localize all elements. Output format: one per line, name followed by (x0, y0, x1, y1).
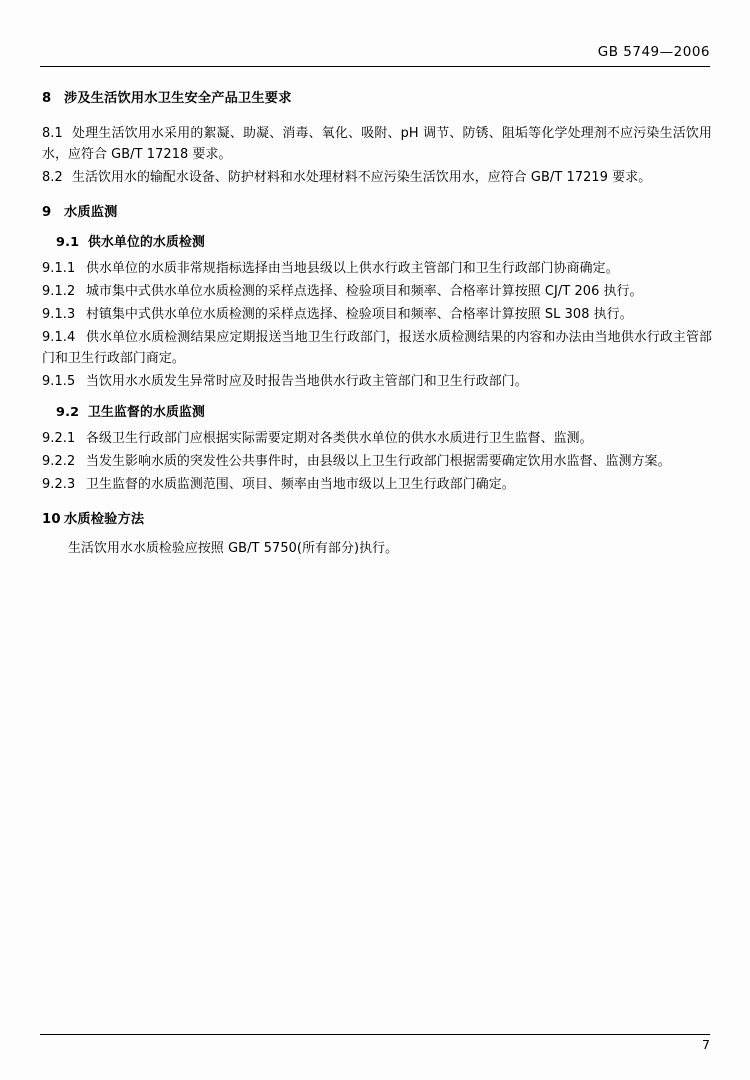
section-title-10: 水质检验方法 (64, 512, 145, 528)
clause-number-9-1-2: 9.1.2 (42, 284, 76, 300)
section-number-9: 9 (42, 204, 52, 220)
clause-text-9-2-1: 各级卫生行政部门应根据实际需要定期对各类供水单位的供水水质进行卫生监督、监测。 (86, 431, 593, 447)
clause-9-1-1 (42, 259, 712, 280)
clause-9-1-4 (42, 328, 712, 370)
clause-text-9-1-3: 村镇集中式供水单位水质检测的采样点选择、检验项目和频率、合格率计算按照 SL 308 执行。 (86, 307, 633, 323)
clause-text-9-1-4: 供水单位水质检测结果应定期报送当地卫生行政部门，报送水质检测结果的内容和办法由当地供水行政主管部门和卫生行政部门商定。 (42, 330, 712, 367)
clause-9-2-1 (42, 429, 712, 450)
clause-number-9-1-5: 9.1.5 (42, 373, 76, 389)
clause-number-9-1-1: 9.1.1 (42, 261, 76, 277)
section-number-10: 10 (42, 512, 61, 528)
clause-number-9-2-1: 9.2.1 (42, 431, 76, 447)
subsection-number-9-2: 9.2 (56, 404, 80, 420)
section-heading-8 (42, 88, 712, 109)
document-body (42, 88, 712, 562)
clause-text-9-2-3: 卫生监督的水质监测范围、项目、频率由当地市级以上卫生行政部门确定。 (86, 477, 515, 493)
header-divider (40, 66, 710, 67)
page-header (40, 44, 710, 66)
clause-9-2-3 (42, 475, 712, 496)
section-title-9: 水质监测 (64, 204, 118, 220)
clause-text-8-1: 处理生活饮用水采用的絮凝、助凝、消毒、氧化、吸附、pH 调节、防锈、阻垢等化学处理剂不应污染生活饮用水，应符合 GB/T 17218 要求。 (42, 126, 712, 163)
section-number-8: 8 (42, 91, 52, 106)
clause-9-1-3 (42, 305, 712, 326)
page-number: 7 (702, 1037, 710, 1052)
clause-8-1 (42, 124, 712, 166)
subsection-title-9-2: 卫生监督的水质监测 (88, 404, 205, 420)
subsection-number-9-1: 9.1 (56, 234, 80, 250)
clause-8-2 (42, 168, 712, 189)
page-footer (40, 1034, 710, 1054)
clause-number-9-2-3: 9.2.3 (42, 477, 76, 493)
clause-number-9-2-2: 9.2.2 (42, 454, 76, 470)
clause-number-9-1-4: 9.1.4 (42, 330, 76, 346)
clause-number-9-1-3: 9.1.3 (42, 307, 76, 323)
clause-number-8-2: 8.2 (42, 169, 63, 185)
standard-number: GB 5749—2006 (597, 44, 710, 60)
footer-divider (40, 1034, 710, 1035)
subsection-heading-9-2 (42, 403, 712, 423)
section-title-8: 涉及生活饮用水卫生安全产品卫生要求 (64, 91, 292, 106)
clause-text-9-1-2: 城市集中式供水单位水质检测的采样点选择、检验项目和频率、合格率计算按照 CJ/T 206 执行。 (86, 284, 643, 300)
clause-9-2-2 (42, 452, 712, 473)
clause-text-9-1-1: 供水单位的水质非常规指标选择由当地县级以上供水行政主管部门和卫生行政部门协商确定。 (86, 261, 619, 277)
section-heading-10 (42, 509, 712, 530)
clause-9-1-2 (42, 282, 712, 303)
clause-10-body: 生活饮用水水质检验应按照 GB/T 5750(所有部分)执行。 (68, 541, 399, 557)
clause-number-8-1: 8.1 (42, 126, 63, 142)
clause-9-1-5 (42, 372, 712, 393)
subsection-heading-9-1 (42, 233, 712, 253)
clause-text-9-2-2: 当发生影响水质的突发性公共事件时，由县级以上卫生行政部门根据需要确定饮用水监督、监测方案。 (86, 454, 671, 470)
clause-text-9-1-5: 当饮用水水质发生异常时应及时报告当地供水行政主管部门和卫生行政部门。 (86, 373, 528, 389)
section-heading-9 (42, 202, 712, 223)
subsection-title-9-1: 供水单位的水质检测 (88, 234, 205, 250)
clause-text-8-2: 生活饮用水的输配水设备、防护材料和水处理材料不应污染生活饮用水，应符合 GB/T 17219 要求。 (72, 169, 652, 185)
